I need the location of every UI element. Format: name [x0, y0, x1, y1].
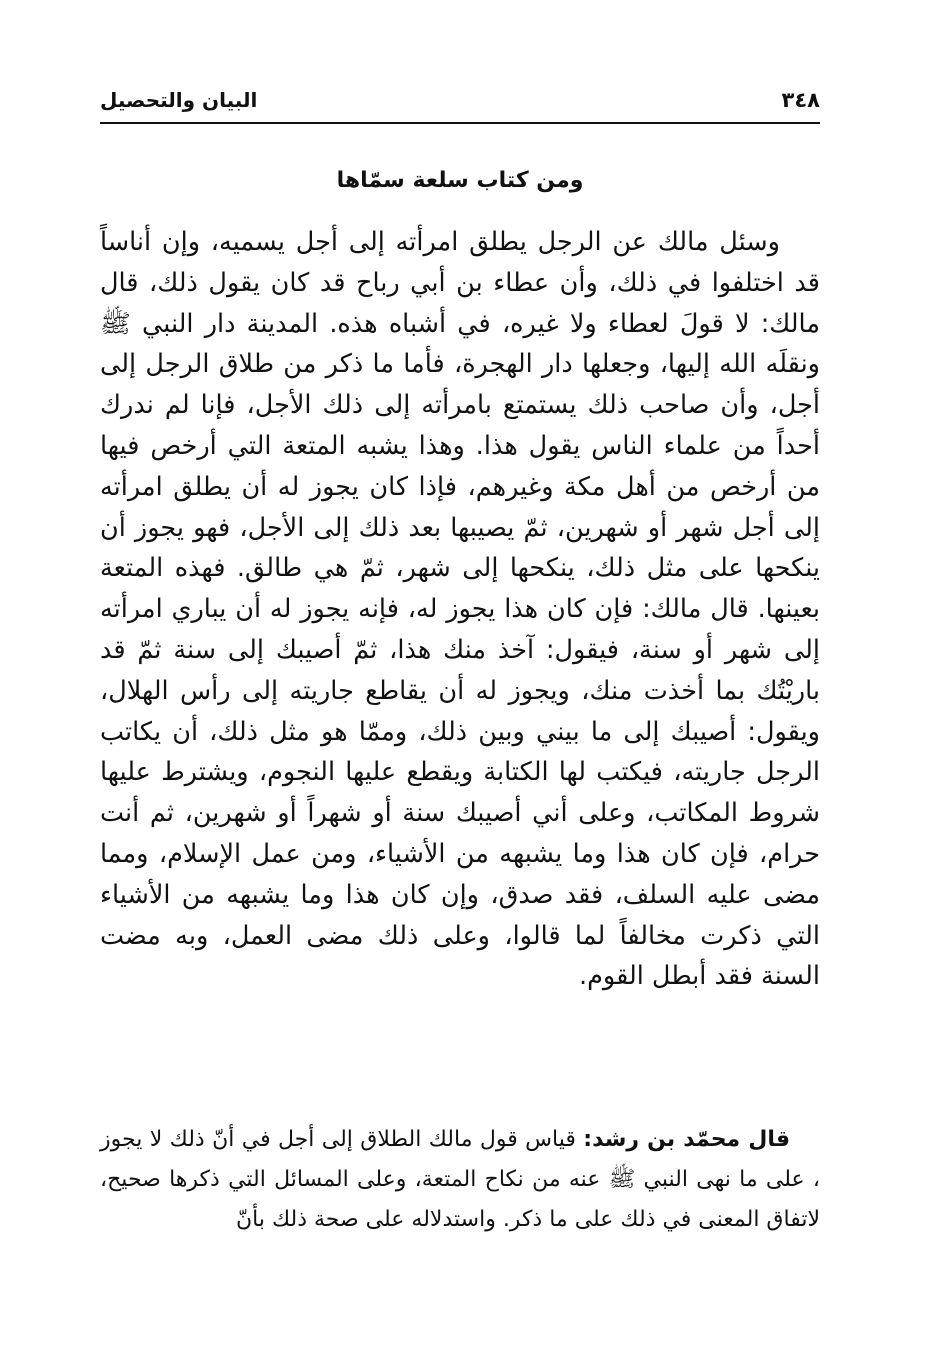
commentary-paragraph [100, 1120, 820, 1240]
page-number: ٣٤٨ [781, 88, 820, 112]
running-title: البيان والتحصيل [100, 88, 258, 112]
section-title: ومن كتاب سلعة سمّاها [336, 168, 584, 193]
main-text: وسئل مالك عن الرجل يطلق امرأته إلى أجل يسميه، وإن أناساً قد اختلفوا في ذلك، وأن عطاء بن أبي رباح قد كان يقول ذلك، قال مالك: لا قولَ لعطاء ولا غيره، في أشباه هذه. المدينة دار النبي ﷺ ونقلَه الله إليها، وجعلها دار الهجرة، فأما ما ذكر من طلاق الرجل إلى أجل، وأن صاحب ذلك يستمتع بامرأته إلى ذلك الأجل، فإنا لم ندرك أحداً من علماء الناس يقول هذا. وهذا يشبه المتعة التي أرخص فيها من أرخص من أهل مكة وغيرهم، فإذا كان يجوز له أن يطلق امرأته إلى أجل شهر أو شهرين، ثمّ يصيبها بعد ذلك إلى الأجل، فهو يجوز أن ينكحها على مثل ذلك، ينكحها إلى شهر، ثمّ هي طالق. فهذه المتعة بعينها. قال مالك: فإن كان هذا يجوز له، فإنه يجوز له أن يباري امرأته إلى شهر أو سنة، فيقول: آخذ منك هذا، ثمّ أصيبك إلى سنة ثمّ قد باريْتُك بما أخذت منك، ويجوز له أن يقاطع جاريته إلى رأس الهلال، ويقول: أصيبك إلى ما بيني وبين ذلك، وممّا هو مثل ذلك، أن يكاتب الرجل جاريته، فيكتب لها الكتابة ويقطع عليها النجوم، ويشترط عليها شروط المكاتب، وعلى أني أصيبك سنة أو شهراً أو شهرين، ثم أنت حرام، فإن كان هذا وما يشبهه من الأشياء، ومن عمل الإسلام، ومما مضى عليه السلف، فقد صدق، وإن كان هذا وما يشبهه من الأشياء التي ذكرت مخالفاً لما قالوا، وعلى ذلك مضى العمل، وبه مضت السنة فقد أبطل القوم. [100, 227, 820, 992]
page-header [100, 86, 820, 124]
commentary-text: قياس قول مالك الطلاق إلى أجل في أنّ ذلك لا يجوز ، على ما نهى النبي ﷺ عنه من نكاح المتعة، وعلى المسائل التي ذكرها صحيح، لاتفاق المعنى في ذلك على ما ذكر. واستدلاله على صحة ذلك بأنّ [100, 1127, 820, 1232]
commentary-speaker: قال محمّد بن رشد: [583, 1127, 790, 1152]
